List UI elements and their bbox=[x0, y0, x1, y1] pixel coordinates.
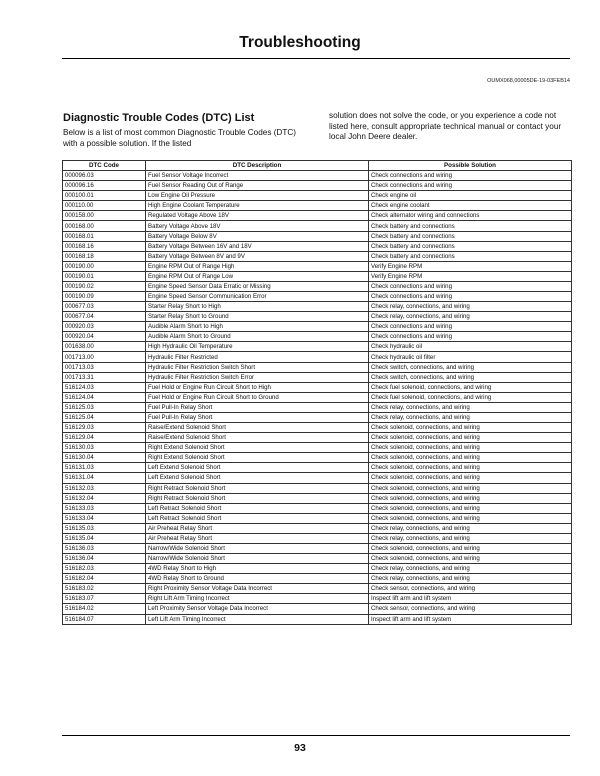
possible-solution-cell: Check solenoid, connections, and wiring bbox=[369, 463, 572, 473]
table-row bbox=[63, 372, 572, 382]
dtc-description-cell: Fuel Sensor Reading Out of Range bbox=[146, 181, 369, 191]
table-row bbox=[63, 281, 572, 291]
dtc-description-cell: Left Retract Solenoid Short bbox=[146, 513, 369, 523]
table-row bbox=[63, 493, 572, 503]
dtc-code-cell: 516129.04 bbox=[63, 433, 146, 443]
dtc-code-cell: 001638.00 bbox=[63, 342, 146, 352]
dtc-description-cell: Fuel Hold or Engine Run Circuit Short to Ground bbox=[146, 392, 369, 402]
table-row bbox=[63, 594, 572, 604]
dtc-code-cell: 516135.03 bbox=[63, 523, 146, 533]
intro-text-left: Below is a list of most common Diagnostic Trouble Codes (DTC) with a possible solution. If the listed bbox=[63, 128, 296, 148]
header-divider bbox=[62, 58, 570, 59]
dtc-description-cell: Raise/Extend Solenoid Short bbox=[146, 423, 369, 433]
dtc-description-cell: Battery Voltage Below 8V bbox=[146, 231, 369, 241]
possible-solution-cell: Check solenoid, connections, and wiring bbox=[369, 423, 572, 433]
possible-solution-cell: Check connections and wiring bbox=[369, 332, 572, 342]
possible-solution-cell: Check battery and connections bbox=[369, 221, 572, 231]
dtc-description-cell: Low Engine Oil Pressure bbox=[146, 191, 369, 201]
possible-solution-cell: Check switch, connections, and wiring bbox=[369, 372, 572, 382]
dtc-code-cell: 000190.00 bbox=[63, 261, 146, 271]
intro-left-column bbox=[63, 112, 303, 149]
dtc-code-cell: 516125.04 bbox=[63, 412, 146, 422]
table-header-row bbox=[63, 161, 572, 171]
dtc-description-cell: Left Lift Arm Timing Incorrect bbox=[146, 614, 369, 624]
column-header-possible-solution: Possible Solution bbox=[369, 161, 572, 171]
possible-solution-cell: Check relay, connections, and wiring bbox=[369, 523, 572, 533]
table-row bbox=[63, 453, 572, 463]
possible-solution-cell: Check solenoid, connections, and wiring bbox=[369, 513, 572, 523]
possible-solution-cell: Check switch, connections, and wiring bbox=[369, 362, 572, 372]
possible-solution-cell: Check relay, connections, and wiring bbox=[369, 302, 572, 312]
possible-solution-cell: Check solenoid, connections, and wiring bbox=[369, 493, 572, 503]
dtc-code-cell: 516183.02 bbox=[63, 584, 146, 594]
table-row bbox=[63, 302, 572, 312]
table-row bbox=[63, 292, 572, 302]
possible-solution-cell: Check engine oil bbox=[369, 191, 572, 201]
dtc-description-cell: Engine RPM Out of Range High bbox=[146, 261, 369, 271]
dtc-code-cell: 000190.02 bbox=[63, 281, 146, 291]
page-title: Troubleshooting bbox=[239, 34, 361, 51]
dtc-code-cell: 000168.01 bbox=[63, 231, 146, 241]
dtc-code-cell: 516136.04 bbox=[63, 554, 146, 564]
table-row bbox=[63, 614, 572, 624]
table-row bbox=[63, 312, 572, 322]
table-row bbox=[63, 554, 572, 564]
dtc-code-cell: 000096.03 bbox=[63, 171, 146, 181]
dtc-table bbox=[62, 160, 572, 625]
dtc-description-cell: 4WD Relay Short to High bbox=[146, 564, 369, 574]
footer-divider bbox=[62, 735, 570, 736]
table-row bbox=[63, 171, 572, 181]
possible-solution-cell: Check connections and wiring bbox=[369, 181, 572, 191]
possible-solution-cell: Check relay, connections, and wiring bbox=[369, 533, 572, 543]
possible-solution-cell: Check sensor, connections, and wiring bbox=[369, 604, 572, 614]
possible-solution-cell: Check solenoid, connections, and wiring bbox=[369, 433, 572, 443]
table-row bbox=[63, 241, 572, 251]
possible-solution-cell: Check connections and wiring bbox=[369, 322, 572, 332]
possible-solution-cell: Check relay, connections, and wiring bbox=[369, 564, 572, 574]
dtc-code-cell: 000110.00 bbox=[63, 201, 146, 211]
dtc-code-cell: 516130.03 bbox=[63, 443, 146, 453]
possible-solution-cell: Check hydraulic oil filter bbox=[369, 352, 572, 362]
possible-solution-cell: Check sensor, connections, and wiring bbox=[369, 584, 572, 594]
dtc-code-cell: 516182.04 bbox=[63, 574, 146, 584]
dtc-description-cell: Audible Alarm Short to Ground bbox=[146, 332, 369, 342]
possible-solution-cell: Check engine coolant bbox=[369, 201, 572, 211]
table-row bbox=[63, 362, 572, 372]
possible-solution-cell: Check hydraulic oil bbox=[369, 342, 572, 352]
dtc-code-cell: 516131.03 bbox=[63, 463, 146, 473]
dtc-description-cell: Engine Speed Sensor Data Erratic or Missing bbox=[146, 281, 369, 291]
dtc-code-cell: 516133.04 bbox=[63, 513, 146, 523]
possible-solution-cell: Check connections and wiring bbox=[369, 292, 572, 302]
table-row bbox=[63, 201, 572, 211]
dtc-description-cell: Narrow/Wide Solenoid Short bbox=[146, 554, 369, 564]
table-row bbox=[63, 574, 572, 584]
table-row bbox=[63, 604, 572, 614]
possible-solution-cell: Check solenoid, connections, and wiring bbox=[369, 483, 572, 493]
table-row bbox=[63, 191, 572, 201]
table-row bbox=[63, 342, 572, 352]
dtc-code-cell: 001713.03 bbox=[63, 362, 146, 372]
dtc-description-cell: Fuel Hold or Engine Run Circuit Short to High bbox=[146, 382, 369, 392]
dtc-description-cell: Battery Voltage Above 18V bbox=[146, 221, 369, 231]
dtc-code-cell: 000168.18 bbox=[63, 251, 146, 261]
dtc-description-cell: Engine RPM Out of Range Low bbox=[146, 271, 369, 281]
possible-solution-cell: Inspect lift arm and lift system bbox=[369, 594, 572, 604]
dtc-description-cell: High Hydraulic Oil Temperature bbox=[146, 342, 369, 352]
table-row bbox=[63, 483, 572, 493]
dtc-code-cell: 516124.03 bbox=[63, 382, 146, 392]
possible-solution-cell: Verify Engine RPM bbox=[369, 271, 572, 281]
dtc-description-cell: Starter Relay Short to Ground bbox=[146, 312, 369, 322]
possible-solution-cell: Check battery and connections bbox=[369, 241, 572, 251]
table-row bbox=[63, 402, 572, 412]
possible-solution-cell: Check connections and wiring bbox=[369, 281, 572, 291]
dtc-code-cell: 000190.09 bbox=[63, 292, 146, 302]
dtc-description-cell: Fuel Pull-In Relay Short bbox=[146, 402, 369, 412]
table-row bbox=[63, 412, 572, 422]
possible-solution-cell: Check solenoid, connections, and wiring bbox=[369, 503, 572, 513]
dtc-code-cell: 000096.16 bbox=[63, 181, 146, 191]
dtc-code-cell: 000168.00 bbox=[63, 221, 146, 231]
dtc-description-cell: Air Preheat Relay Short bbox=[146, 523, 369, 533]
dtc-code-cell: 000677.04 bbox=[63, 312, 146, 322]
dtc-description-cell: Right Lift Arm Timing Incorrect bbox=[146, 594, 369, 604]
page-number: 93 bbox=[294, 742, 306, 754]
table-row bbox=[63, 211, 572, 221]
table-row bbox=[63, 533, 572, 543]
table-row bbox=[63, 261, 572, 271]
table-row bbox=[63, 473, 572, 483]
table-row bbox=[63, 251, 572, 261]
dtc-code-cell: 516135.04 bbox=[63, 533, 146, 543]
dtc-code-cell: 516125.03 bbox=[63, 402, 146, 412]
possible-solution-cell: Check solenoid, connections, and wiring bbox=[369, 554, 572, 564]
column-header-dtc-description: DTC Description bbox=[146, 161, 369, 171]
dtc-description-cell: Air Preheat Relay Short bbox=[146, 533, 369, 543]
dtc-code-cell: 001713.31 bbox=[63, 372, 146, 382]
table-row bbox=[63, 523, 572, 533]
possible-solution-cell: Check battery and connections bbox=[369, 251, 572, 261]
dtc-code-cell: 516133.03 bbox=[63, 503, 146, 513]
dtc-code-cell: 516183.07 bbox=[63, 594, 146, 604]
dtc-code-cell: 516184.07 bbox=[63, 614, 146, 624]
dtc-code-cell: 516129.03 bbox=[63, 423, 146, 433]
possible-solution-cell: Check fuel solenoid, connections, and wiring bbox=[369, 382, 572, 392]
dtc-code-cell: 001713.00 bbox=[63, 352, 146, 362]
dtc-code-cell: 000920.03 bbox=[63, 322, 146, 332]
possible-solution-cell: Check connections and wiring bbox=[369, 171, 572, 181]
table-row bbox=[63, 443, 572, 453]
table-row bbox=[63, 181, 572, 191]
table-row bbox=[63, 392, 572, 402]
dtc-code-cell: 516131.04 bbox=[63, 473, 146, 483]
dtc-description-cell: Battery Voltage Between 8V and 9V bbox=[146, 251, 369, 261]
dtc-code-cell: 516130.04 bbox=[63, 453, 146, 463]
dtc-description-cell: Left Extend Solenoid Short bbox=[146, 463, 369, 473]
table-row bbox=[63, 564, 572, 574]
dtc-code-cell: 000920.04 bbox=[63, 332, 146, 342]
dtc-code-cell: 516132.04 bbox=[63, 493, 146, 503]
dtc-code-cell: 000677.03 bbox=[63, 302, 146, 312]
dtc-description-cell: Left Retract Solenoid Short bbox=[146, 503, 369, 513]
dtc-description-cell: Left Proximity Sensor Voltage Data Incorrect bbox=[146, 604, 369, 614]
dtc-description-cell: Narrow/Wide Solenoid Short bbox=[146, 543, 369, 553]
possible-solution-cell: Check solenoid, connections, and wiring bbox=[369, 473, 572, 483]
possible-solution-cell: Check solenoid, connections, and wiring bbox=[369, 443, 572, 453]
table-row bbox=[63, 584, 572, 594]
possible-solution-cell: Check relay, connections, and wiring bbox=[369, 574, 572, 584]
dtc-code-cell: 000168.16 bbox=[63, 241, 146, 251]
dtc-code-cell: 000158.00 bbox=[63, 211, 146, 221]
dtc-description-cell: High Engine Coolant Temperature bbox=[146, 201, 369, 211]
possible-solution-cell: Check solenoid, connections, and wiring bbox=[369, 543, 572, 553]
dtc-description-cell: Starter Relay Short to High bbox=[146, 302, 369, 312]
table-row bbox=[63, 433, 572, 443]
possible-solution-cell: Check relay, connections, and wiring bbox=[369, 312, 572, 322]
dtc-description-cell: Hydraulic Filter Restriction Switch Error bbox=[146, 372, 369, 382]
dtc-code-cell: 516182.03 bbox=[63, 564, 146, 574]
dtc-description-cell: 4WD Relay Short to Ground bbox=[146, 574, 369, 584]
table-row bbox=[63, 513, 572, 523]
table-row bbox=[63, 322, 572, 332]
table-row bbox=[63, 271, 572, 281]
possible-solution-cell: Check relay, connections, and wiring bbox=[369, 412, 572, 422]
possible-solution-cell: Check battery and connections bbox=[369, 231, 572, 241]
dtc-description-cell: Right Extend Solenoid Short bbox=[146, 443, 369, 453]
dtc-description-cell: Battery Voltage Between 16V and 18V bbox=[146, 241, 369, 251]
dtc-code-cell: 516184.02 bbox=[63, 604, 146, 614]
dtc-code-cell: 516124.04 bbox=[63, 392, 146, 402]
document-code: OUMX068,00005DE-19-03FEB14 bbox=[487, 78, 570, 84]
dtc-description-cell: Raise/Extend Solenoid Short bbox=[146, 433, 369, 443]
dtc-description-cell: Regulated Voltage Above 18V bbox=[146, 211, 369, 221]
dtc-description-cell: Engine Speed Sensor Communication Error bbox=[146, 292, 369, 302]
table-row bbox=[63, 382, 572, 392]
intro-text-right: solution does not solve the code, or you experience a code not listed here, consult appropriate technical manual or contact your local John Deere dealer. bbox=[329, 111, 562, 141]
dtc-code-cell: 000100.01 bbox=[63, 191, 146, 201]
possible-solution-cell: Verify Engine RPM bbox=[369, 261, 572, 271]
dtc-description-cell: Right Extend Solenoid Short bbox=[146, 453, 369, 463]
table-row bbox=[63, 423, 572, 433]
possible-solution-cell: Check solenoid, connections, and wiring bbox=[369, 453, 572, 463]
dtc-description-cell: Right Retract Solenoid Short bbox=[146, 483, 369, 493]
dtc-code-cell: 516136.03 bbox=[63, 543, 146, 553]
column-header-dtc-code: DTC Code bbox=[63, 161, 146, 171]
dtc-code-cell: 516132.03 bbox=[63, 483, 146, 493]
dtc-code-cell: 000190.01 bbox=[63, 271, 146, 281]
table-row bbox=[63, 503, 572, 513]
dtc-description-cell: Right Retract Solenoid Short bbox=[146, 493, 369, 503]
dtc-description-cell: Fuel Sensor Voltage Incorrect bbox=[146, 171, 369, 181]
possible-solution-cell: Check alternator wiring and connections bbox=[369, 211, 572, 221]
dtc-description-cell: Hydraulic Filter Restriction Switch Short bbox=[146, 362, 369, 372]
section-title: Diagnostic Trouble Codes (DTC) List bbox=[63, 112, 255, 124]
possible-solution-cell: Check fuel solenoid, connections, and wiring bbox=[369, 392, 572, 402]
dtc-description-cell: Fuel Pull-In Relay Short bbox=[146, 412, 369, 422]
table-row bbox=[63, 332, 572, 342]
table-row bbox=[63, 221, 572, 231]
possible-solution-cell: Inspect lift arm and lift system bbox=[369, 614, 572, 624]
dtc-description-cell: Left Extend Solenoid Short bbox=[146, 473, 369, 483]
table-row bbox=[63, 463, 572, 473]
table-row bbox=[63, 543, 572, 553]
table-row bbox=[63, 231, 572, 241]
possible-solution-cell: Check relay, connections, and wiring bbox=[369, 402, 572, 412]
table-body bbox=[63, 171, 572, 625]
dtc-description-cell: Right Proximity Sensor Voltage Data Incorrect bbox=[146, 584, 369, 594]
dtc-description-cell: Hydraulic Filter Restricted bbox=[146, 352, 369, 362]
table-row bbox=[63, 352, 572, 362]
dtc-description-cell: Audible Alarm Short to High bbox=[146, 322, 369, 332]
